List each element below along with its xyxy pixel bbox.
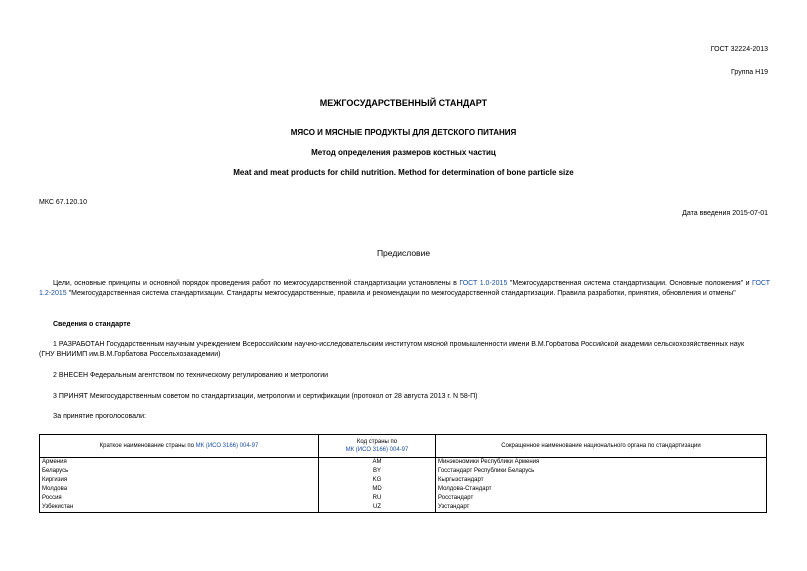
- group-label: Группа Н19: [731, 69, 768, 76]
- table-header-row: [40, 435, 767, 458]
- foreword-heading: Предисловие: [376, 248, 431, 258]
- table-row: [40, 485, 767, 494]
- col-country-header: Краткое наименование страны по МК (ИСО 3166) 004-97: [40, 435, 319, 458]
- info-heading: Сведения о стандарте: [53, 321, 131, 328]
- item-1-line-2: (ГНУ ВНИИМП им.В.М.Горбатова Россельхозакадемии): [39, 351, 221, 358]
- standard-subtitle-ru: Метод определения размеров костных частиц: [311, 148, 496, 157]
- table-row: [40, 476, 767, 485]
- voting-table: [39, 434, 767, 513]
- body-cell: Росстандарт: [436, 494, 767, 503]
- foreword-text-2: "Межгосударственная система стандартизации. Основные положения" и: [509, 280, 750, 287]
- standard-title-ru: МЯСО И МЯСНЫЕ ПРОДУКТЫ ДЛЯ ДЕТСКОГО ПИТАНИЯ: [290, 128, 517, 137]
- mk-iso-link-2[interactable]: МК (ИСО 3166) 004-97: [345, 447, 409, 453]
- voted-label: За принятие проголосовали:: [53, 413, 146, 420]
- gost-1-0-link[interactable]: ГОСТ 1.0-2015: [459, 280, 508, 287]
- standard-title-en: Meat and meat products for child nutrition. Method for determination of bone particle size: [233, 168, 574, 177]
- gost-1-2-link[interactable]: ГОСТ 1.2-2015: [39, 280, 770, 297]
- code-cell: KG: [319, 476, 436, 485]
- country-cell: Россия: [40, 494, 319, 503]
- country-cell: Молдова: [40, 485, 319, 494]
- table-row: [40, 467, 767, 476]
- code-cell: UZ: [319, 503, 436, 513]
- foreword-text-1: Цели, основные принципы и основной порядок проведения работ по межгосударственной стандартизации установлены в: [53, 280, 457, 287]
- mk-iso-link-1[interactable]: МК (ИСО 3166) 004-97: [195, 443, 259, 449]
- body-cell: Госстандарт Республики Беларусь: [436, 467, 767, 476]
- code-cell: MD: [319, 485, 436, 494]
- item-3: 3 ПРИНЯТ Межгосударственным советом по стандартизации, метрологии и сертификации (протокол от 28 августа 2013 г. N 58-П): [53, 393, 478, 400]
- code-cell: AM: [319, 458, 436, 468]
- body-cell: Узстандарт: [436, 503, 767, 513]
- item-1-line-1: 1 РАЗРАБОТАН Государственным научным учреждением Всероссийским научно-исследовательским институтом мясной промышленности имени В.М.Горбатова Российской академии сельскохозяйственных наук: [53, 341, 745, 348]
- table-row: [40, 458, 767, 468]
- standard-type: МЕЖГОСУДАРСТВЕННЫЙ СТАНДАРТ: [319, 98, 488, 108]
- table-row: [40, 503, 767, 513]
- gost-number: ГОСТ 32224-2013: [710, 46, 768, 53]
- col-code-header: Код страны по МК (ИСО 3166) 004-97: [319, 435, 436, 458]
- body-cell: Минэкономики Республики Армения: [436, 458, 767, 468]
- foreword-text-3: "Межгосударственная система стандартизации. Стандарты межгосударственные, правила и рекомендации по межгосударственной стандартизации. Правила разработки, принятия, обновления и отмены": [68, 290, 736, 297]
- country-cell: Узбекистан: [40, 503, 319, 513]
- country-cell: Армения: [40, 458, 319, 468]
- col-body-header: Сокращенное наименование национального органа по стандартизации: [436, 435, 767, 458]
- country-cell: Беларусь: [40, 467, 319, 476]
- foreword-paragraph: [39, 279, 770, 299]
- intro-date: Дата введения 2015-07-01: [682, 210, 768, 217]
- mks-code: МКС 67.120.10: [39, 199, 87, 206]
- code-cell: BY: [319, 467, 436, 476]
- item-2: 2 ВНЕСЕН Федеральным агентством по техническому регулированию и метрологии: [53, 372, 329, 379]
- country-cell: Киргизия: [40, 476, 319, 485]
- body-cell: Молдова-Стандарт: [436, 485, 767, 494]
- body-cell: Кыргызстандарт: [436, 476, 767, 485]
- code-cell: RU: [319, 494, 436, 503]
- table-row: [40, 494, 767, 503]
